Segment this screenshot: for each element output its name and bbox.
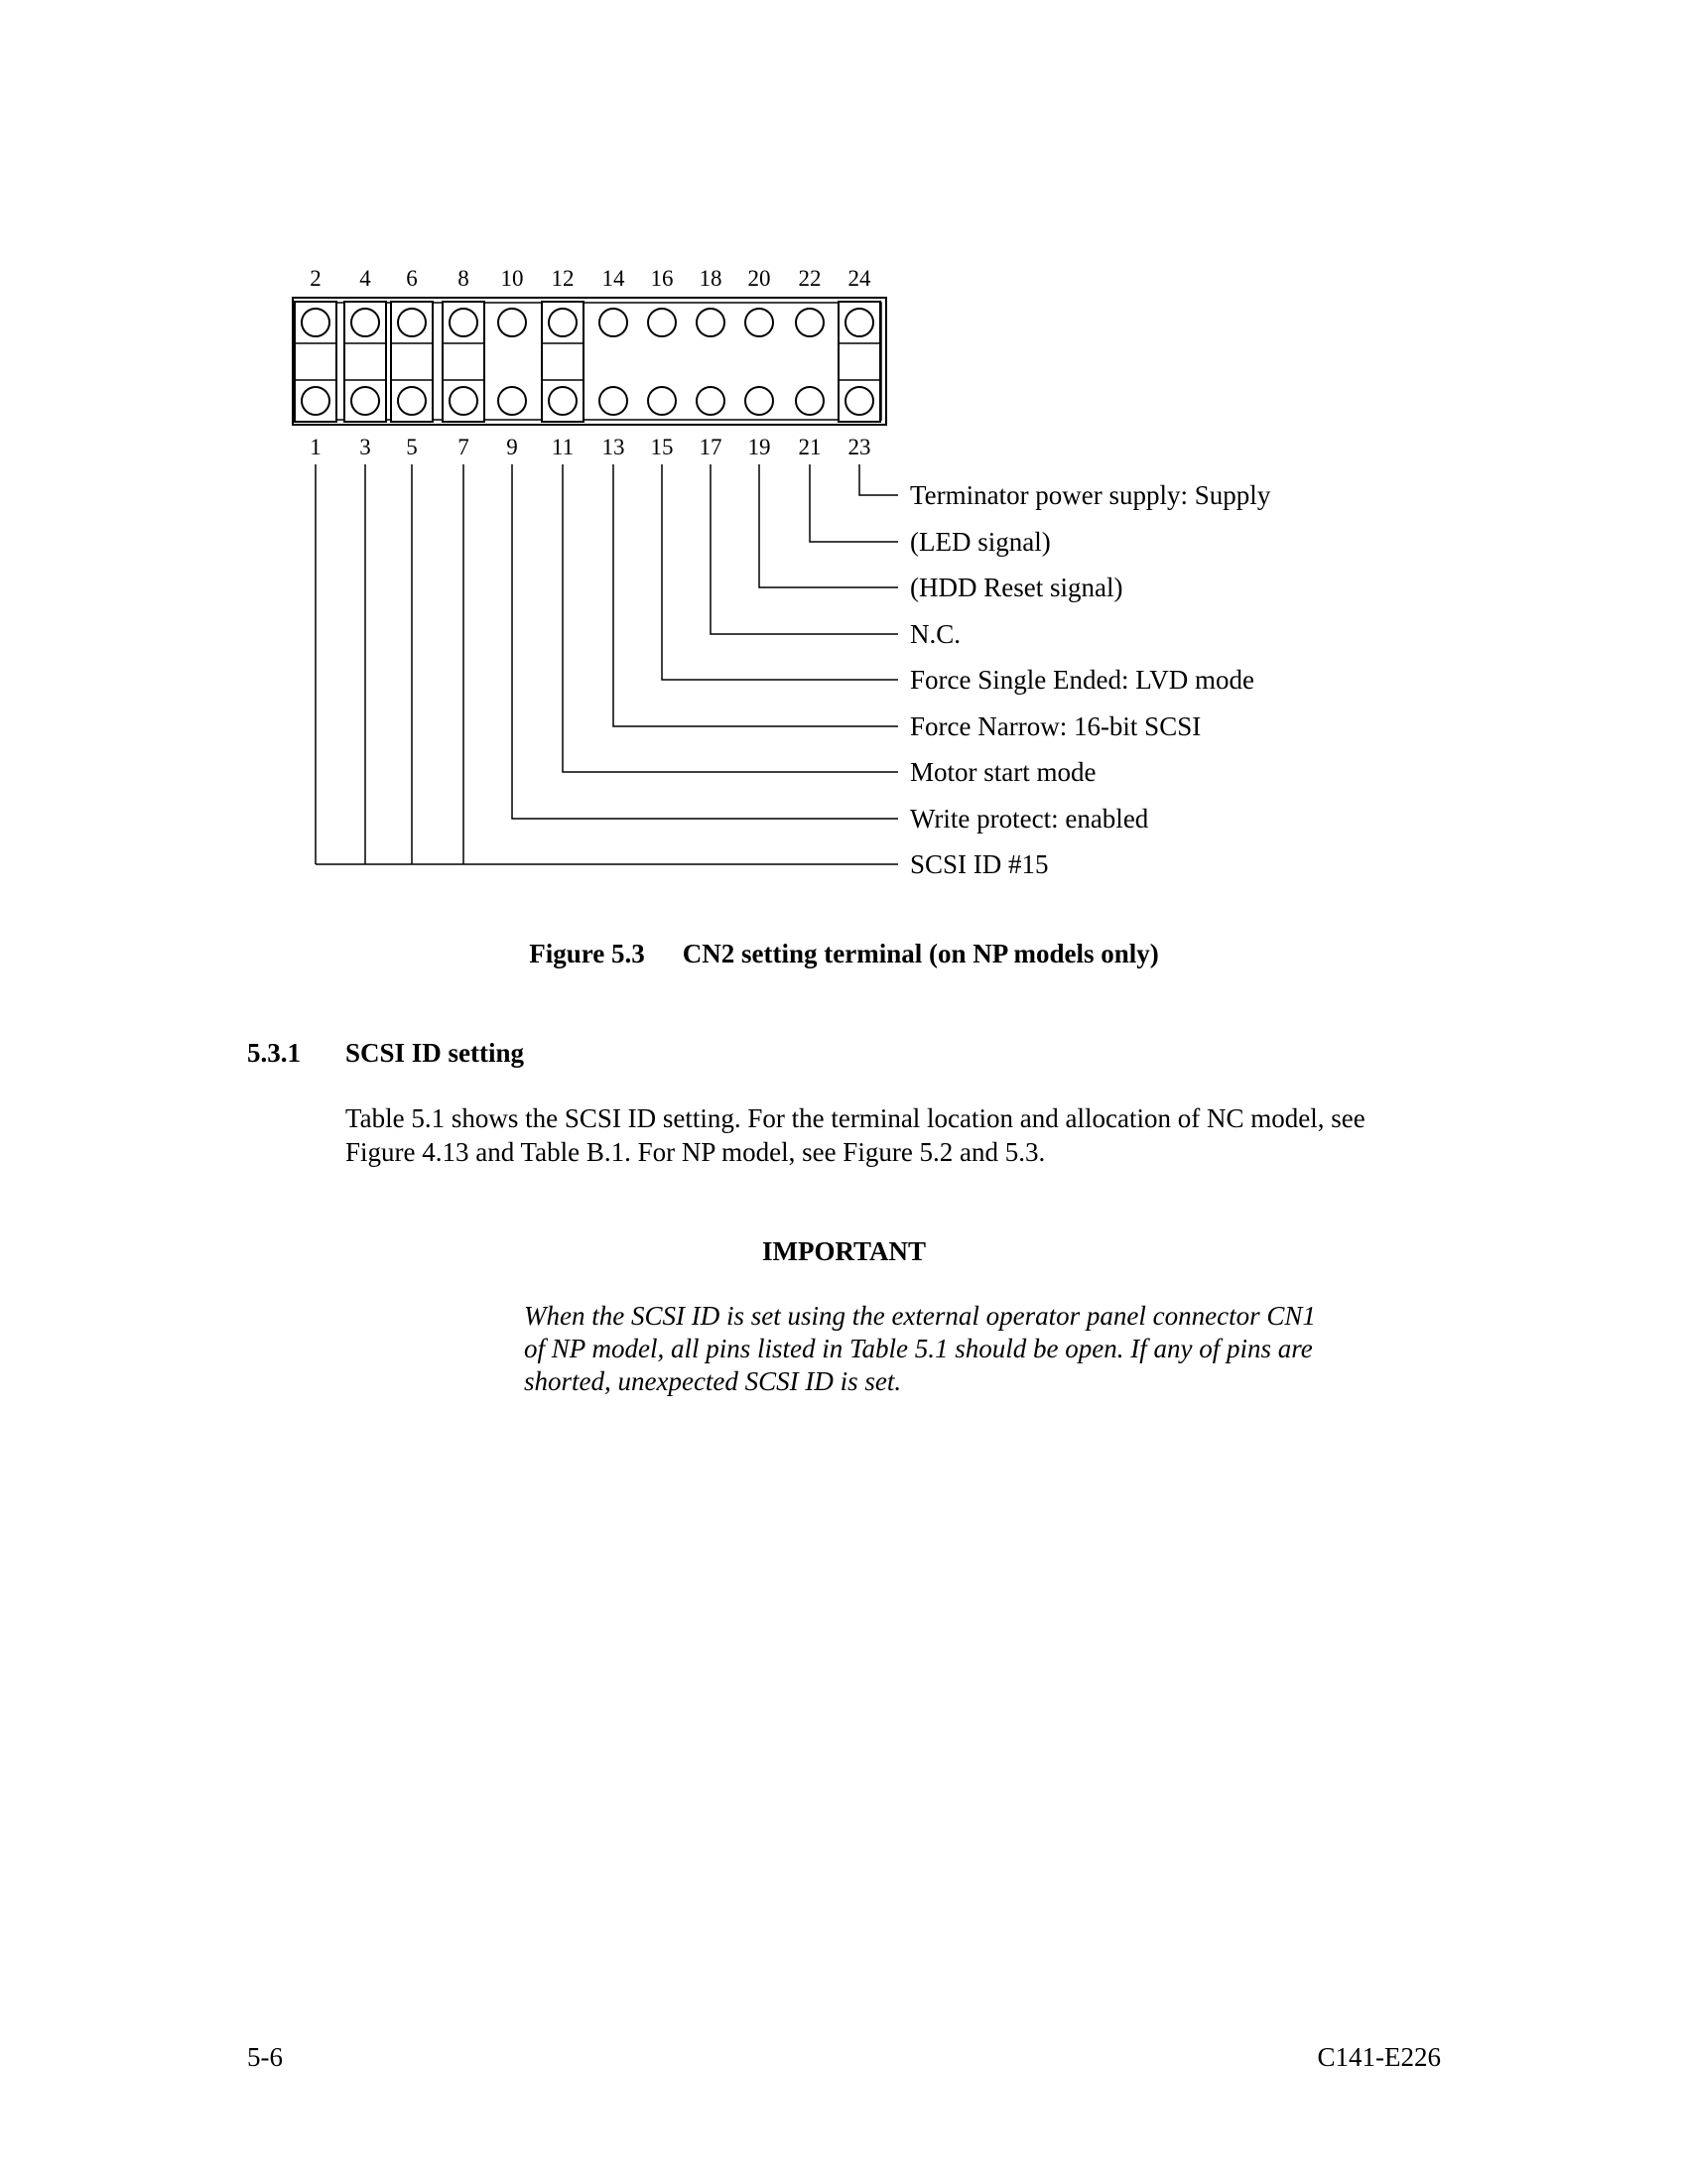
pin-20: [745, 309, 773, 336]
top-pin-number: 14: [601, 266, 625, 291]
important-heading: IMPORTANT: [761, 1236, 927, 1266]
document-id: C141-E226: [1317, 2042, 1441, 2072]
callout-label: SCSI ID #15: [910, 849, 1049, 879]
top-pin-number: 20: [747, 266, 771, 291]
pin-15: [648, 387, 676, 415]
figure-title: CN2 setting terminal (on NP models only): [682, 939, 1159, 968]
pin-16: [648, 309, 676, 336]
callout-label: Motor start mode: [910, 757, 1097, 787]
bottom-pin-number: 9: [506, 435, 518, 459]
pin-24: [845, 309, 873, 336]
pin-2: [302, 309, 329, 336]
pin-19: [745, 387, 773, 415]
bottom-pin-number: 11: [551, 435, 575, 459]
section-number: 5.3.1: [247, 1038, 301, 1068]
pin-22: [796, 309, 824, 336]
pin-14: [599, 309, 627, 336]
section-title: SCSI ID setting: [345, 1038, 525, 1068]
bottom-pin-number: 19: [747, 435, 771, 459]
top-pin-number: 12: [551, 266, 575, 291]
callout-label: N.C.: [910, 619, 962, 649]
callout-label: Force Narrow: 16-bit SCSI: [910, 711, 1202, 741]
body-paragraph: Table 5.1 shows the SCSI ID setting. For the terminal location and allocation of NC model, see Figure 4.13 and Table B.1. For NP model, see Figure 5.2 and 5.3.: [345, 1103, 1365, 1167]
pin-12: [549, 309, 577, 336]
pin-1: [302, 387, 329, 415]
bottom-pin-number: 23: [847, 435, 871, 459]
callout-label: Force Single Ended: LVD mode: [910, 665, 1254, 695]
callout-label: (LED signal): [910, 527, 1051, 557]
callout-leader: [662, 464, 898, 680]
callout-leader: [512, 464, 898, 819]
figure-number: Figure 5.3: [529, 939, 645, 968]
callout-label: Terminator power supply: Supply: [910, 480, 1271, 510]
pin-23: [845, 387, 873, 415]
callout-label: Write protect: enabled: [910, 804, 1149, 834]
pin-11: [549, 387, 577, 415]
figure-caption: [0, 939, 1688, 969]
pin-3: [351, 387, 379, 415]
top-pin-number: 2: [310, 266, 322, 291]
top-pin-number: 16: [650, 266, 674, 291]
page-number: 5-6: [247, 2042, 283, 2072]
pin-4: [351, 309, 379, 336]
top-pin-number: 4: [359, 266, 371, 291]
bottom-pin-number: 15: [650, 435, 674, 459]
pin-5: [398, 387, 426, 415]
top-pin-number: 18: [699, 266, 722, 291]
pin-8: [450, 309, 477, 336]
important-note: When the SCSI ID is set using the external operator panel connector CN1 of NP model, all pins listed in Table 5.1 should be open. If any of pins are shorted, unexpected SCSI ID is set.: [524, 1301, 1316, 1396]
top-pin-number: 24: [847, 266, 871, 291]
callout-leader: [613, 464, 898, 726]
bottom-pin-number: 7: [457, 435, 469, 459]
pin-13: [599, 387, 627, 415]
bottom-pin-number: 21: [798, 435, 822, 459]
pin-18: [697, 309, 724, 336]
callout-leader: [810, 464, 898, 542]
pin-17: [697, 387, 724, 415]
pin-9: [498, 387, 526, 415]
bottom-pin-number: 13: [601, 435, 625, 459]
pin-6: [398, 309, 426, 336]
top-pin-number: 6: [406, 266, 418, 291]
pin-7: [450, 387, 477, 415]
callout-label: (HDD Reset signal): [910, 573, 1123, 602]
top-pin-number: 8: [457, 266, 469, 291]
callout-leader: [859, 464, 898, 495]
bottom-pin-number: 1: [310, 435, 322, 459]
cn2-setting-terminal-diagram: [0, 0, 1688, 913]
bottom-pin-number: 5: [406, 435, 418, 459]
top-pin-number: 22: [798, 266, 822, 291]
pin-10: [498, 309, 526, 336]
callout-leader: [759, 464, 898, 587]
bottom-pin-number: 17: [699, 435, 722, 459]
section-heading: [247, 1038, 524, 1069]
callout-leader: [711, 464, 898, 634]
top-pin-number: 10: [500, 266, 524, 291]
pin-21: [796, 387, 824, 415]
bottom-pin-number: 3: [359, 435, 371, 459]
